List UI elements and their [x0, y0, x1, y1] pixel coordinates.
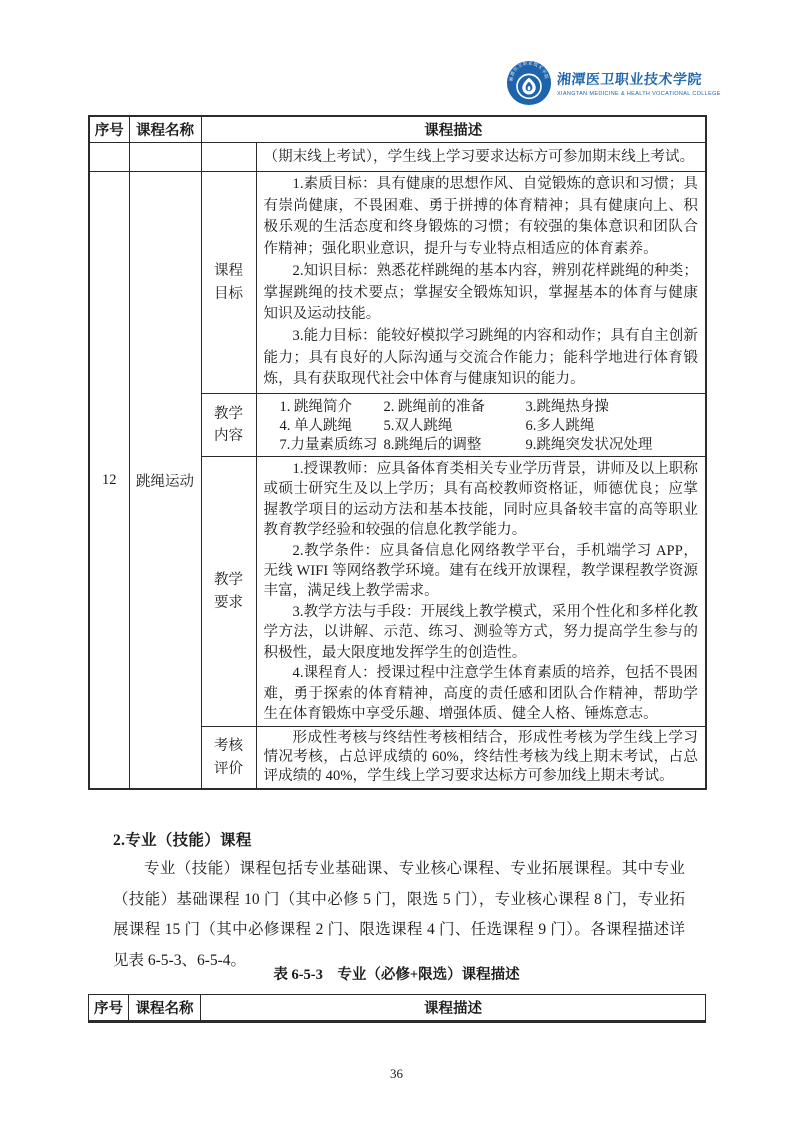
next-header-no: 序号 [89, 995, 129, 1022]
course-name: 跳绳运动 [129, 172, 201, 790]
college-name-block [557, 69, 721, 97]
content-item: 5.双人跳绳 [383, 418, 453, 435]
carryover-desc-cell [256, 143, 706, 172]
assessment-desc-cell [256, 727, 706, 790]
content-desc-cell [256, 394, 706, 457]
content-item: 1. 跳绳简介 [279, 399, 352, 416]
assessment-label: 考核评价 [214, 738, 243, 777]
header-no: 序号 [89, 116, 129, 143]
goal-label: 课程目标 [214, 263, 243, 302]
requirement-label-cell [201, 457, 256, 727]
carryover-text: （期末线上考试），学生线上学习要求达标方可参加期末线上考试。 [263, 149, 695, 165]
next-course-table [88, 994, 706, 1023]
content-item: 4. 单人跳绳 [279, 418, 352, 435]
carryover-no-cell [89, 143, 129, 172]
section-heading: 2.专业（技能）课程 [113, 832, 252, 849]
course-description-table [88, 115, 707, 790]
course-goal-row [89, 172, 706, 394]
content-grid [264, 396, 699, 454]
goal-label-cell [201, 172, 256, 394]
svg-text:湘潭医卫职业技术学院: 湘潭医卫职业技术学院 [508, 60, 550, 82]
requirement-desc-cell [256, 457, 706, 727]
content-item: 9.跳绳突发状况处理 [525, 437, 653, 454]
content-item: 7.力量素质练习 [279, 437, 378, 454]
header-course-name: 课程名称 [129, 116, 201, 143]
requirement-paragraph: 2.教学条件：应具备信息化网络教学平台，手机端学习 APP，无线 WIFI 等网络教学环境。建有在线开放课程，教学课程教学资源丰富，满足线上教学需求。 [263, 542, 698, 600]
content-item: 2. 跳绳前的准备 [383, 399, 485, 416]
carryover-sublabel-cell [201, 143, 256, 172]
requirement-paragraph: 3.教学方法与手段：开展线上教学模式，采用个性化和多样化教学方法，以讲解、示范、练习、测验等方式，努力提高学生参与的积极性，最大限度地发挥学生的创造性。 [263, 603, 698, 661]
requirement-paragraph: 4.课程育人：授课过程中注意学生体育素质的培养，包括不畏困难，勇于探索的体育精神，高度的责任感和团队合作精神，帮助学生在体育锻炼中享受乐趣、增强体质、健全人格、锤炼意志。 [263, 665, 698, 722]
college-name-en: XIANGTAN MEDICINE & HEALTH VOCATIONAL COLLEGE [557, 91, 721, 97]
carryover-name-cell [129, 143, 201, 172]
goal-paragraph: 3.能力目标：能较好模拟学习跳绳的内容和动作；具有自主创新能力；具有良好的人际沟通与交流合作能力；能科学地进行体育锻炼，具有获取现代社会中体育与健康知识的能力。 [263, 327, 698, 388]
content-item: 6.多人跳绳 [525, 418, 595, 435]
assessment-label-cell [201, 727, 256, 790]
next-table-header-row [89, 995, 706, 1022]
college-logo [506, 60, 721, 106]
section-paragraph: 专业（技能）课程包括专业基础课、专业核心课程、专业拓展课程。其中专业（技能）基础课程 10 门（其中必修 5 门，限选 5 门），专业核心课程 8 门，专业拓展课程 15 门（其中必修课程 2 门、限选课程 4 门、任选课程 9 门）。各课程描述详见表 6-5-3、6-5-4。 [113, 860, 685, 969]
college-emblem-icon [506, 60, 552, 106]
requirement-label: 教学要求 [214, 572, 243, 611]
next-header-course-desc: 课程描述 [201, 995, 706, 1022]
goal-paragraph: 2.知识目标：熟悉花样跳绳的基本内容，辨别花样跳绳的种类；掌握跳绳的技术要点；掌握安全锻炼知识，掌握基本的体育与健康知识及运动技能。 [263, 262, 698, 323]
content-item: 8.跳绳后的调整 [383, 437, 482, 454]
college-name-zh: 湘潭医卫职业技术学院 [556, 73, 703, 88]
assessment-paragraph: 形成性考核与终结性考核相结合，形成性考核为学生线上学习情况考核，占总评成绩的 60%，终结性考核为线上期末考试，占总评成绩的 40%，学生线上学习要求达标方可参加线上期末考试。 [263, 730, 698, 785]
next-header-course-name: 课程名称 [129, 995, 201, 1022]
header-course-desc: 课程描述 [201, 116, 706, 143]
table-caption: 表 6-5-3 专业（必修+限选）课程描述 [273, 967, 520, 983]
content-label: 教学内容 [214, 405, 243, 445]
requirement-paragraph: 1.授课教师：应具备体育类相关专业学历背景，讲师及以上职称或硕士研究生及以上学历；具有高校教师资格证，师德优良；应掌握教学项目的运动方法和基本技能，同时应具备较丰富的高等职业教育教学经验和较强的信息化教学能力。 [263, 461, 698, 539]
content-item: 3.跳绳热身操 [525, 399, 609, 416]
table-header-row [89, 116, 706, 143]
course-no: 12 [89, 172, 129, 790]
content-label-cell [201, 394, 256, 457]
page-number: 36 [390, 1066, 403, 1081]
goal-desc-cell [256, 172, 706, 394]
goal-paragraph: 1.素质目标：具有健康的思想作风、自觉锻炼的意识和习惯；具有崇尚健康，不畏困难、勇于拼搏的体育精神；具有健康向上、积极乐观的生活态度和终身锻炼的习惯；有较强的集体意识和团队合作精神；强化职业意识，提升与专业特点相适应的体育素养。 [263, 176, 698, 258]
carryover-row [89, 143, 706, 172]
